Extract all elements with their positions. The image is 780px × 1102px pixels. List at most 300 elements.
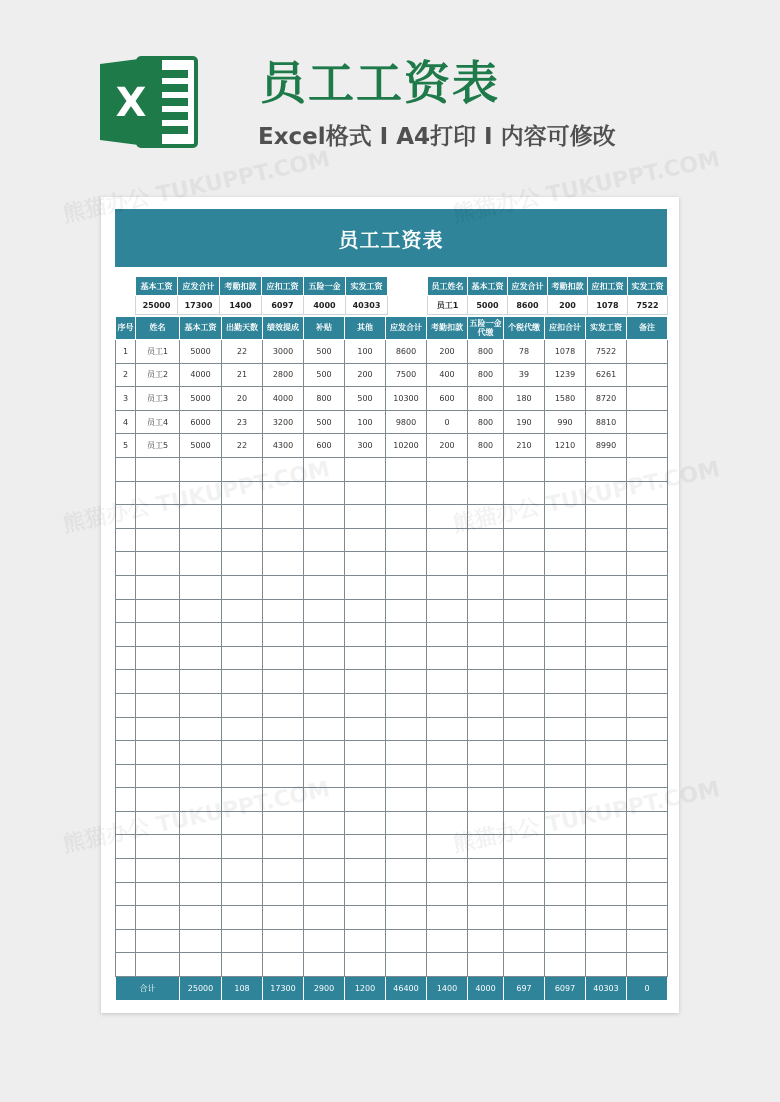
table-cell[interactable] xyxy=(116,788,136,812)
table-cell[interactable] xyxy=(136,882,180,906)
table-cell[interactable] xyxy=(545,929,586,953)
table-cell[interactable] xyxy=(304,599,345,623)
table-cell[interactable] xyxy=(263,505,304,529)
table-cell[interactable] xyxy=(116,859,136,883)
table-cell[interactable] xyxy=(222,788,263,812)
table-cell[interactable] xyxy=(468,575,504,599)
table-cell[interactable] xyxy=(627,693,668,717)
table-cell[interactable] xyxy=(504,670,545,694)
table-cell[interactable] xyxy=(345,882,386,906)
table-cell[interactable] xyxy=(136,505,180,529)
table-cell[interactable] xyxy=(504,859,545,883)
table-cell[interactable] xyxy=(116,670,136,694)
table-cell[interactable] xyxy=(136,575,180,599)
table-cell[interactable] xyxy=(386,835,427,859)
table-cell[interactable] xyxy=(345,693,386,717)
table-cell[interactable] xyxy=(222,717,263,741)
table-cell[interactable] xyxy=(627,811,668,835)
table-cell[interactable] xyxy=(263,835,304,859)
table-cell[interactable] xyxy=(545,646,586,670)
table-cell[interactable] xyxy=(263,929,304,953)
table-cell[interactable] xyxy=(136,811,180,835)
table-cell[interactable] xyxy=(386,599,427,623)
table-cell[interactable] xyxy=(504,764,545,788)
table-cell[interactable] xyxy=(504,505,545,529)
table-cell[interactable] xyxy=(545,575,586,599)
table-cell[interactable] xyxy=(304,575,345,599)
table-cell[interactable] xyxy=(345,906,386,930)
table-cell[interactable] xyxy=(180,882,222,906)
table-cell[interactable] xyxy=(222,670,263,694)
table-cell[interactable] xyxy=(345,859,386,883)
table-cell[interactable] xyxy=(116,906,136,930)
table-cell[interactable] xyxy=(345,741,386,765)
table-cell[interactable] xyxy=(345,670,386,694)
table-cell[interactable] xyxy=(504,693,545,717)
table-cell[interactable] xyxy=(427,670,468,694)
table-cell[interactable] xyxy=(627,882,668,906)
table-cell[interactable] xyxy=(468,481,504,505)
table-cell[interactable] xyxy=(180,623,222,647)
table-cell[interactable] xyxy=(545,859,586,883)
table-cell[interactable] xyxy=(586,764,627,788)
table-cell[interactable] xyxy=(504,929,545,953)
table-cell[interactable] xyxy=(263,575,304,599)
table-cell[interactable] xyxy=(627,646,668,670)
table-cell[interactable] xyxy=(627,505,668,529)
table-cell[interactable] xyxy=(116,599,136,623)
table-cell[interactable] xyxy=(180,764,222,788)
table-cell[interactable] xyxy=(304,811,345,835)
table-cell[interactable] xyxy=(304,741,345,765)
table-cell[interactable] xyxy=(263,528,304,552)
table-cell[interactable] xyxy=(545,882,586,906)
table-cell[interactable] xyxy=(586,811,627,835)
table-cell[interactable] xyxy=(222,953,263,977)
table-cell[interactable] xyxy=(136,906,180,930)
table-cell[interactable] xyxy=(263,953,304,977)
table-cell[interactable] xyxy=(180,717,222,741)
table-cell[interactable] xyxy=(116,693,136,717)
table-cell[interactable] xyxy=(304,623,345,647)
table-cell[interactable] xyxy=(586,717,627,741)
table-cell[interactable] xyxy=(386,741,427,765)
table-cell[interactable] xyxy=(263,552,304,576)
table-cell[interactable] xyxy=(504,906,545,930)
table-cell[interactable] xyxy=(386,646,427,670)
table-cell[interactable] xyxy=(586,788,627,812)
table-cell[interactable] xyxy=(427,693,468,717)
table-cell[interactable] xyxy=(116,717,136,741)
table-cell[interactable] xyxy=(586,859,627,883)
table-cell[interactable] xyxy=(116,505,136,529)
table-cell[interactable] xyxy=(468,457,504,481)
table-cell[interactable] xyxy=(136,457,180,481)
table-cell[interactable] xyxy=(116,481,136,505)
table-cell[interactable] xyxy=(586,835,627,859)
table-cell[interactable] xyxy=(504,457,545,481)
table-cell[interactable] xyxy=(136,552,180,576)
table-cell[interactable] xyxy=(545,623,586,647)
table-cell[interactable] xyxy=(136,599,180,623)
table-cell[interactable] xyxy=(263,646,304,670)
table-cell[interactable] xyxy=(504,811,545,835)
table-cell[interactable] xyxy=(136,646,180,670)
table-cell[interactable] xyxy=(468,929,504,953)
table-cell[interactable] xyxy=(345,953,386,977)
table-cell[interactable] xyxy=(468,906,504,930)
table-cell[interactable] xyxy=(222,835,263,859)
table-cell[interactable] xyxy=(386,906,427,930)
table-cell[interactable] xyxy=(136,670,180,694)
table-cell[interactable] xyxy=(504,741,545,765)
table-cell[interactable] xyxy=(545,528,586,552)
table-cell[interactable] xyxy=(545,811,586,835)
table-cell[interactable] xyxy=(345,764,386,788)
table-cell[interactable] xyxy=(304,552,345,576)
table-cell[interactable] xyxy=(427,623,468,647)
table-cell[interactable] xyxy=(504,575,545,599)
table-cell[interactable] xyxy=(345,528,386,552)
table-cell[interactable] xyxy=(222,481,263,505)
table-cell[interactable] xyxy=(545,693,586,717)
table-cell[interactable] xyxy=(222,457,263,481)
table-cell[interactable] xyxy=(386,457,427,481)
table-cell[interactable] xyxy=(627,859,668,883)
table-cell[interactable] xyxy=(504,623,545,647)
table-cell[interactable] xyxy=(386,882,427,906)
table-cell[interactable] xyxy=(222,623,263,647)
table-cell[interactable] xyxy=(468,670,504,694)
table-cell[interactable] xyxy=(304,906,345,930)
table-cell[interactable] xyxy=(627,552,668,576)
table-cell[interactable] xyxy=(136,741,180,765)
table-cell[interactable] xyxy=(468,835,504,859)
table-cell[interactable] xyxy=(304,764,345,788)
table-cell[interactable] xyxy=(627,670,668,694)
table-cell[interactable] xyxy=(627,953,668,977)
table-cell[interactable] xyxy=(468,646,504,670)
table-cell[interactable] xyxy=(304,788,345,812)
table-cell[interactable] xyxy=(627,788,668,812)
table-cell[interactable] xyxy=(263,481,304,505)
table-cell[interactable] xyxy=(180,457,222,481)
table-cell[interactable] xyxy=(427,528,468,552)
table-cell[interactable] xyxy=(116,882,136,906)
table-cell[interactable] xyxy=(136,481,180,505)
table-cell[interactable] xyxy=(545,953,586,977)
table-cell[interactable] xyxy=(427,717,468,741)
table-cell[interactable] xyxy=(263,623,304,647)
table-cell[interactable] xyxy=(180,481,222,505)
table-cell[interactable] xyxy=(263,693,304,717)
table-cell[interactable] xyxy=(136,835,180,859)
table-cell[interactable] xyxy=(468,505,504,529)
table-cell[interactable] xyxy=(222,505,263,529)
table-cell[interactable] xyxy=(180,575,222,599)
table-cell[interactable] xyxy=(545,906,586,930)
table-cell[interactable] xyxy=(627,457,668,481)
table-cell[interactable] xyxy=(427,811,468,835)
table-cell[interactable] xyxy=(627,764,668,788)
table-cell[interactable] xyxy=(304,859,345,883)
table-cell[interactable] xyxy=(136,788,180,812)
table-cell[interactable] xyxy=(386,717,427,741)
table-cell[interactable] xyxy=(222,646,263,670)
table-cell[interactable] xyxy=(386,953,427,977)
table-cell[interactable] xyxy=(180,670,222,694)
table-cell[interactable] xyxy=(116,764,136,788)
table-cell[interactable] xyxy=(345,623,386,647)
table-cell[interactable] xyxy=(627,906,668,930)
table-cell[interactable] xyxy=(116,646,136,670)
table-cell[interactable] xyxy=(386,764,427,788)
table-cell[interactable] xyxy=(586,552,627,576)
table-cell[interactable] xyxy=(545,552,586,576)
table-cell[interactable] xyxy=(222,599,263,623)
table-cell[interactable] xyxy=(545,741,586,765)
table-cell[interactable] xyxy=(180,599,222,623)
table-cell[interactable] xyxy=(263,882,304,906)
table-cell[interactable] xyxy=(180,859,222,883)
table-cell[interactable] xyxy=(222,906,263,930)
table-cell[interactable] xyxy=(222,811,263,835)
table-cell[interactable] xyxy=(586,646,627,670)
table-cell[interactable] xyxy=(386,859,427,883)
table-cell[interactable] xyxy=(427,646,468,670)
table-cell[interactable] xyxy=(586,599,627,623)
table-cell[interactable] xyxy=(263,457,304,481)
table-cell[interactable] xyxy=(386,481,427,505)
table-cell[interactable] xyxy=(345,811,386,835)
table-cell[interactable] xyxy=(627,623,668,647)
table-cell[interactable] xyxy=(345,552,386,576)
table-cell[interactable] xyxy=(136,764,180,788)
table-cell[interactable] xyxy=(386,811,427,835)
table-cell[interactable] xyxy=(222,929,263,953)
table-cell[interactable] xyxy=(263,599,304,623)
table-cell[interactable] xyxy=(386,528,427,552)
table-cell[interactable] xyxy=(222,882,263,906)
table-cell[interactable] xyxy=(586,929,627,953)
table-cell[interactable] xyxy=(586,505,627,529)
table-cell[interactable] xyxy=(180,552,222,576)
table-cell[interactable] xyxy=(504,646,545,670)
table-cell[interactable] xyxy=(627,835,668,859)
table-cell[interactable] xyxy=(468,717,504,741)
table-cell[interactable] xyxy=(627,929,668,953)
table-cell[interactable] xyxy=(427,953,468,977)
table-cell[interactable] xyxy=(504,717,545,741)
table-cell[interactable] xyxy=(263,906,304,930)
table-cell[interactable] xyxy=(586,741,627,765)
table-cell[interactable] xyxy=(116,575,136,599)
table-cell[interactable] xyxy=(427,906,468,930)
table-cell[interactable] xyxy=(222,741,263,765)
table-cell[interactable] xyxy=(504,835,545,859)
table-cell[interactable] xyxy=(304,693,345,717)
table-cell[interactable] xyxy=(116,835,136,859)
table-cell[interactable] xyxy=(586,882,627,906)
table-cell[interactable] xyxy=(504,882,545,906)
table-cell[interactable] xyxy=(304,929,345,953)
table-cell[interactable] xyxy=(427,929,468,953)
table-cell[interactable] xyxy=(116,953,136,977)
table-cell[interactable] xyxy=(222,859,263,883)
table-cell[interactable] xyxy=(180,835,222,859)
table-cell[interactable] xyxy=(345,505,386,529)
table-cell[interactable] xyxy=(116,811,136,835)
table-cell[interactable] xyxy=(180,929,222,953)
table-cell[interactable] xyxy=(222,575,263,599)
table-cell[interactable] xyxy=(427,481,468,505)
table-cell[interactable] xyxy=(468,882,504,906)
table-cell[interactable] xyxy=(116,741,136,765)
table-cell[interactable] xyxy=(545,788,586,812)
table-cell[interactable] xyxy=(304,953,345,977)
table-cell[interactable] xyxy=(627,741,668,765)
table-cell[interactable] xyxy=(427,505,468,529)
table-cell[interactable] xyxy=(468,953,504,977)
table-cell[interactable] xyxy=(586,670,627,694)
table-cell[interactable] xyxy=(304,528,345,552)
table-cell[interactable] xyxy=(116,457,136,481)
table-cell[interactable] xyxy=(427,741,468,765)
table-cell[interactable] xyxy=(180,811,222,835)
table-cell[interactable] xyxy=(386,505,427,529)
table-cell[interactable] xyxy=(427,835,468,859)
table-cell[interactable] xyxy=(304,670,345,694)
table-cell[interactable] xyxy=(545,457,586,481)
table-cell[interactable] xyxy=(427,788,468,812)
table-cell[interactable] xyxy=(504,552,545,576)
table-cell[interactable] xyxy=(427,599,468,623)
table-cell[interactable] xyxy=(263,670,304,694)
table-cell[interactable] xyxy=(136,717,180,741)
table-cell[interactable] xyxy=(345,481,386,505)
table-cell[interactable] xyxy=(136,953,180,977)
table-cell[interactable] xyxy=(627,599,668,623)
table-cell[interactable] xyxy=(468,788,504,812)
table-cell[interactable] xyxy=(116,623,136,647)
table-cell[interactable] xyxy=(427,882,468,906)
table-cell[interactable] xyxy=(222,528,263,552)
table-cell[interactable] xyxy=(345,929,386,953)
table-cell[interactable] xyxy=(136,859,180,883)
table-cell[interactable] xyxy=(222,552,263,576)
table-cell[interactable] xyxy=(545,599,586,623)
table-cell[interactable] xyxy=(386,552,427,576)
table-cell[interactable] xyxy=(468,764,504,788)
table-cell[interactable] xyxy=(627,528,668,552)
table-cell[interactable] xyxy=(222,764,263,788)
table-cell[interactable] xyxy=(304,882,345,906)
table-cell[interactable] xyxy=(586,623,627,647)
table-cell[interactable] xyxy=(468,528,504,552)
table-cell[interactable] xyxy=(222,693,263,717)
table-cell[interactable] xyxy=(427,457,468,481)
table-cell[interactable] xyxy=(468,552,504,576)
table-cell[interactable] xyxy=(545,835,586,859)
table-cell[interactable] xyxy=(304,505,345,529)
table-cell[interactable] xyxy=(586,906,627,930)
table-cell[interactable] xyxy=(345,717,386,741)
table-cell[interactable] xyxy=(304,457,345,481)
table-cell[interactable] xyxy=(263,764,304,788)
table-cell[interactable] xyxy=(116,528,136,552)
table-cell[interactable] xyxy=(427,764,468,788)
table-cell[interactable] xyxy=(504,528,545,552)
table-cell[interactable] xyxy=(263,811,304,835)
table-cell[interactable] xyxy=(468,811,504,835)
table-cell[interactable] xyxy=(504,953,545,977)
table-cell[interactable] xyxy=(116,929,136,953)
table-cell[interactable] xyxy=(180,646,222,670)
table-cell[interactable] xyxy=(345,646,386,670)
table-cell[interactable] xyxy=(304,717,345,741)
table-cell[interactable] xyxy=(136,693,180,717)
table-cell[interactable] xyxy=(180,788,222,812)
table-cell[interactable] xyxy=(345,835,386,859)
table-cell[interactable] xyxy=(386,788,427,812)
table-cell[interactable] xyxy=(386,575,427,599)
table-cell[interactable] xyxy=(345,457,386,481)
table-cell[interactable] xyxy=(304,481,345,505)
table-cell[interactable] xyxy=(345,575,386,599)
table-cell[interactable] xyxy=(136,623,180,647)
table-cell[interactable] xyxy=(586,575,627,599)
table-cell[interactable] xyxy=(468,623,504,647)
table-cell[interactable] xyxy=(627,575,668,599)
table-cell[interactable] xyxy=(627,481,668,505)
table-cell[interactable] xyxy=(468,693,504,717)
table-cell[interactable] xyxy=(545,481,586,505)
table-cell[interactable] xyxy=(263,859,304,883)
table-cell[interactable] xyxy=(304,646,345,670)
table-cell[interactable] xyxy=(263,741,304,765)
table-cell[interactable] xyxy=(345,788,386,812)
table-cell[interactable] xyxy=(545,670,586,694)
table-cell[interactable] xyxy=(545,505,586,529)
table-cell[interactable] xyxy=(136,528,180,552)
table-cell[interactable] xyxy=(304,835,345,859)
table-cell[interactable] xyxy=(386,693,427,717)
table-cell[interactable] xyxy=(180,528,222,552)
table-cell[interactable] xyxy=(180,906,222,930)
table-cell[interactable] xyxy=(586,457,627,481)
table-cell[interactable] xyxy=(386,623,427,647)
table-cell[interactable] xyxy=(468,859,504,883)
table-cell[interactable] xyxy=(427,575,468,599)
table-cell[interactable] xyxy=(136,929,180,953)
table-cell[interactable] xyxy=(586,693,627,717)
table-cell[interactable] xyxy=(427,859,468,883)
table-cell[interactable] xyxy=(504,599,545,623)
table-cell[interactable] xyxy=(180,953,222,977)
table-cell[interactable] xyxy=(116,552,136,576)
table-cell[interactable] xyxy=(586,528,627,552)
table-cell[interactable] xyxy=(545,764,586,788)
table-cell[interactable] xyxy=(504,481,545,505)
table-cell[interactable] xyxy=(468,741,504,765)
table-cell[interactable] xyxy=(586,953,627,977)
table-cell[interactable] xyxy=(180,741,222,765)
table-cell[interactable] xyxy=(386,929,427,953)
table-cell[interactable] xyxy=(468,599,504,623)
table-cell[interactable] xyxy=(180,693,222,717)
table-cell[interactable] xyxy=(386,670,427,694)
table-cell[interactable] xyxy=(627,717,668,741)
